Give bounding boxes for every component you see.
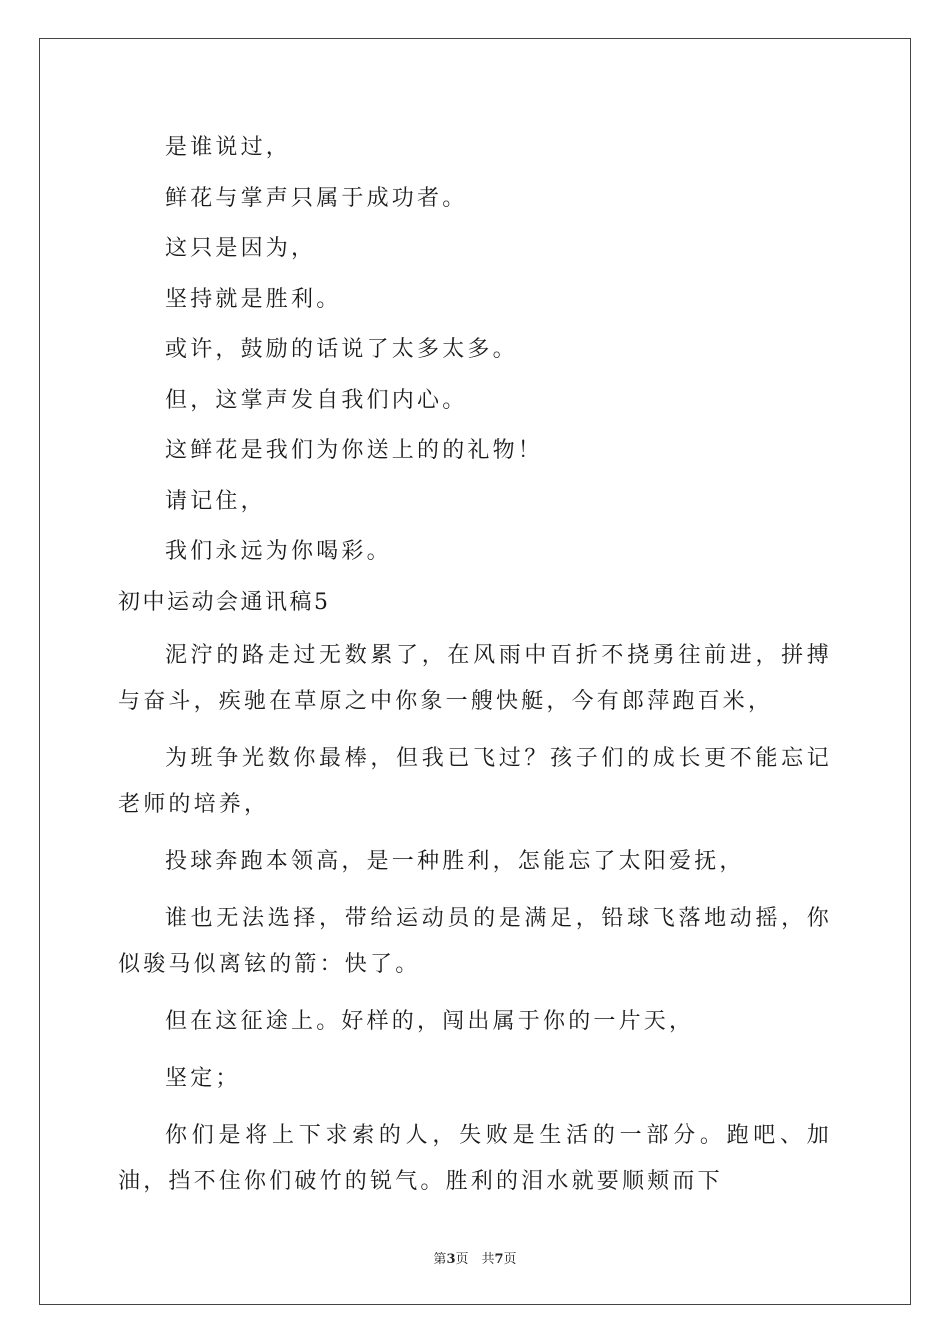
page-footer	[0, 1248, 950, 1267]
poem-line: 请记住，	[165, 488, 266, 514]
poem-line: 鲜花与掌声只属于成功者。	[165, 185, 468, 211]
poem-line: 但，这掌声发自我们内心。	[165, 387, 468, 413]
paragraph: 谁也无法选择，带给运动员的是满足，铅球飞落地动摇，你似骏马似离铉的箭：快了。	[118, 906, 832, 977]
paragraph: 为班争光数你最棒，但我已飞过？孩子们的成长更不能忘记老师的培养，	[118, 746, 832, 817]
poem-line: 坚持就是胜利。	[165, 286, 342, 312]
footer-suffix: 页	[503, 1252, 517, 1267]
poem-line: 这鲜花是我们为你送上的的礼物！	[165, 438, 544, 463]
paragraph: 坚定；	[165, 1066, 241, 1091]
paragraph: 但在这征途上。好样的，闯出属于你的一片天，	[165, 1009, 695, 1034]
current-page-number: 3	[446, 1252, 456, 1267]
poem-line: 我们永远为你喝彩。	[165, 539, 392, 564]
poem-line: 或许，鼓励的话说了太多太多。	[165, 337, 518, 362]
poem-line: 这只是因为，	[165, 236, 317, 261]
poem-line: 是谁说过，	[165, 135, 292, 160]
total-pages-number: 7	[494, 1252, 504, 1267]
document-body	[118, 128, 832, 1216]
paragraph: 投球奔跑本领高，是一种胜利，怎能忘了太阳爱抚，	[165, 849, 745, 874]
footer-mid: 页 共	[455, 1252, 495, 1267]
paragraph: 泥泞的路走过无数累了，在风雨中百折不挠勇往前进，拼搏与奋斗，疾驰在草原之中你象一艘快艇，今有郎萍跑百米，	[118, 643, 832, 714]
paragraph: 你们是将上下求索的人，失败是生活的一部分。跑吧、加油，挡不住你们破竹的锐气。胜利的泪水就要顺颊而下	[118, 1123, 832, 1194]
section-heading: 初中运动会通讯稿5	[118, 589, 331, 615]
footer-prefix: 第	[433, 1252, 447, 1267]
